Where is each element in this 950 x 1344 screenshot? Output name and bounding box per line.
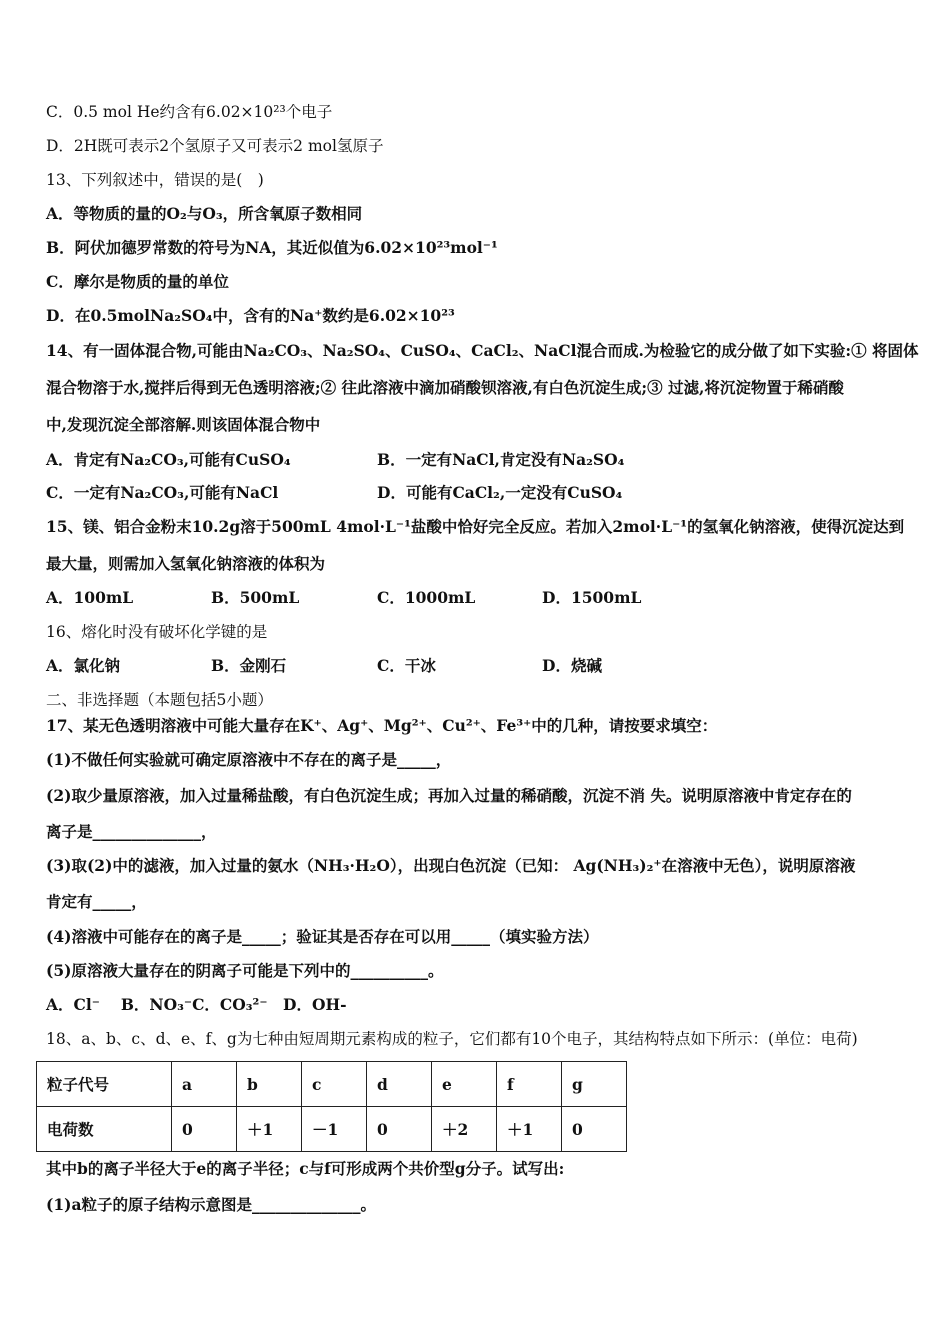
table-row xyxy=(37,1062,627,1107)
q16-option-c: C．干冰 xyxy=(377,656,436,675)
table-cell: ＋2 xyxy=(432,1107,497,1152)
q14-stem-line2: 混合物溶于水,搅拌后得到无色透明溶液;② 往此溶液中滴加硝酸钡溶液,有白色沉淀生成;③ 过滤,将沉淀物置于稀硝酸 xyxy=(46,378,844,397)
q15-option-a: A．100mL xyxy=(46,588,134,607)
q14-option-c: C．一定有Na₂CO₃,可能有NaCl xyxy=(46,483,279,502)
table-cell: ＋1 xyxy=(237,1107,302,1152)
q18-part1: (1)a粒子的原子结构示意图是______________。 xyxy=(46,1195,376,1214)
table-cell: a xyxy=(172,1062,237,1107)
q13-option-b: B．阿伏加德罗常数的符号为NA，其近似值为6.02×10²³mol⁻¹ xyxy=(46,238,498,257)
q13-stem: 13、下列叙述中，错误的是( ) xyxy=(46,171,264,189)
q18-after-table: 其中b的离子半径大于e的离子半径；c与f可形成两个共价型g分子。试写出: xyxy=(46,1159,565,1178)
table-cell: ＋1 xyxy=(497,1107,562,1152)
q13-option-c: C．摩尔是物质的量的单位 xyxy=(46,272,229,291)
table-row xyxy=(37,1107,627,1152)
q14-option-b: B．一定有NaCl,肯定没有Na₂SO₄ xyxy=(377,450,625,469)
q14-stem-line3: 中,发现沉淀全部溶解.则该固体混合物中 xyxy=(46,415,321,434)
q16-option-a: A．氯化钠 xyxy=(46,656,121,675)
table-cell: f xyxy=(497,1062,562,1107)
table-cell: －1 xyxy=(302,1107,367,1152)
q13-option-d: D．在0.5molNa₂SO₄中，含有的Na⁺数约是6.02×10²³ xyxy=(46,306,455,325)
table-cell: 0 xyxy=(367,1107,432,1152)
q13-option-a: A．等物质的量的O₂与O₃，所含氧原子数相同 xyxy=(46,204,363,223)
q12-option-d: D．2H既可表示2个氢原子又可表示2 mol氢原子 xyxy=(46,137,384,155)
table-cell: c xyxy=(302,1062,367,1107)
table-cell: 0 xyxy=(172,1107,237,1152)
q15-stem-line2: 最大量，则需加入氢氧化钠溶液的体积为 xyxy=(46,554,326,573)
q16-option-b: B．金刚石 xyxy=(211,656,287,675)
q15-option-c: C．1000mL xyxy=(377,588,476,607)
table-cell: b xyxy=(237,1062,302,1107)
q12-option-c: C．0.5 mol He约含有6.02×10²³个电子 xyxy=(46,103,333,121)
q16-option-d: D．烧碱 xyxy=(542,656,602,675)
table-cell: 电荷数 xyxy=(37,1107,172,1152)
q17-options: A．Cl⁻ B．NO₃⁻C．CO₃²⁻ D．OH- xyxy=(46,995,347,1014)
q15-stem-line1: 15、镁、铝合金粉末10.2g溶于500mL 4mol·L⁻¹盐酸中恰好完全反应。若加入2mol·L⁻¹的氢氧化钠溶液，使得沉淀达到 xyxy=(46,517,905,536)
q17-part2-line2: 离子是______________， xyxy=(46,822,217,841)
q18-stem: 18、a、b、c、d、e、f、g为七种由短周期元素构成的粒子，它们都有10个电子，其结构特点如下所示：(单位：电荷) xyxy=(46,1030,858,1048)
section-heading: 二、非选择题（本题包括5小题） xyxy=(46,691,273,709)
table-cell: e xyxy=(432,1062,497,1107)
q14-option-a: A．肯定有Na₂CO₃,可能有CuSO₄ xyxy=(46,450,291,469)
q17-part3-line1: (3)取(2)中的滤液，加入过量的氨水（NH₃·H₂O），出现白色沉淀（已知： Ag(NH₃)₂⁺在溶液中无色），说明原溶液 xyxy=(46,856,856,875)
q17-stem: 17、某无色透明溶液中可能大量存在K⁺、Ag⁺、Mg²⁺、Cu²⁺、Fe³⁺中的几种，请按要求填空： xyxy=(46,716,718,735)
q17-part4: (4)溶液中可能存在的离子是_____；验证其是否存在可以用_____（填实验方法） xyxy=(46,927,599,946)
q17-part3-line2: 肯定有_____， xyxy=(46,892,147,911)
q18-table xyxy=(36,1061,627,1152)
table-cell: g xyxy=(562,1062,627,1107)
q14-stem-line1: 14、有一固体混合物,可能由Na₂CO₃、Na₂SO₄、CuSO₄、CaCl₂、NaCl混合而成.为检验它的成分做了如下实验:① 将固体 xyxy=(46,341,919,360)
table-cell: 粒子代号 xyxy=(37,1062,172,1107)
table-cell: d xyxy=(367,1062,432,1107)
q14-option-d: D．可能有CaCl₂,一定没有CuSO₄ xyxy=(377,483,623,502)
q17-part5: (5)原溶液大量存在的阴离子可能是下列中的__________。 xyxy=(46,961,444,980)
q16-stem: 16、熔化时没有破坏化学键的是 xyxy=(46,623,268,641)
q15-option-d: D．1500mL xyxy=(542,588,642,607)
q17-part1: (1)不做任何实验就可确定原溶液中不存在的离子是_____， xyxy=(46,750,452,769)
q15-option-b: B．500mL xyxy=(211,588,300,607)
table-cell: 0 xyxy=(562,1107,627,1152)
q17-part2-line1: (2)取少量原溶液，加入过量稀盐酸，有白色沉淀生成；再加入过量的稀硝酸，沉淀不消 失。说明原溶液中肯定存在的 xyxy=(46,786,852,805)
